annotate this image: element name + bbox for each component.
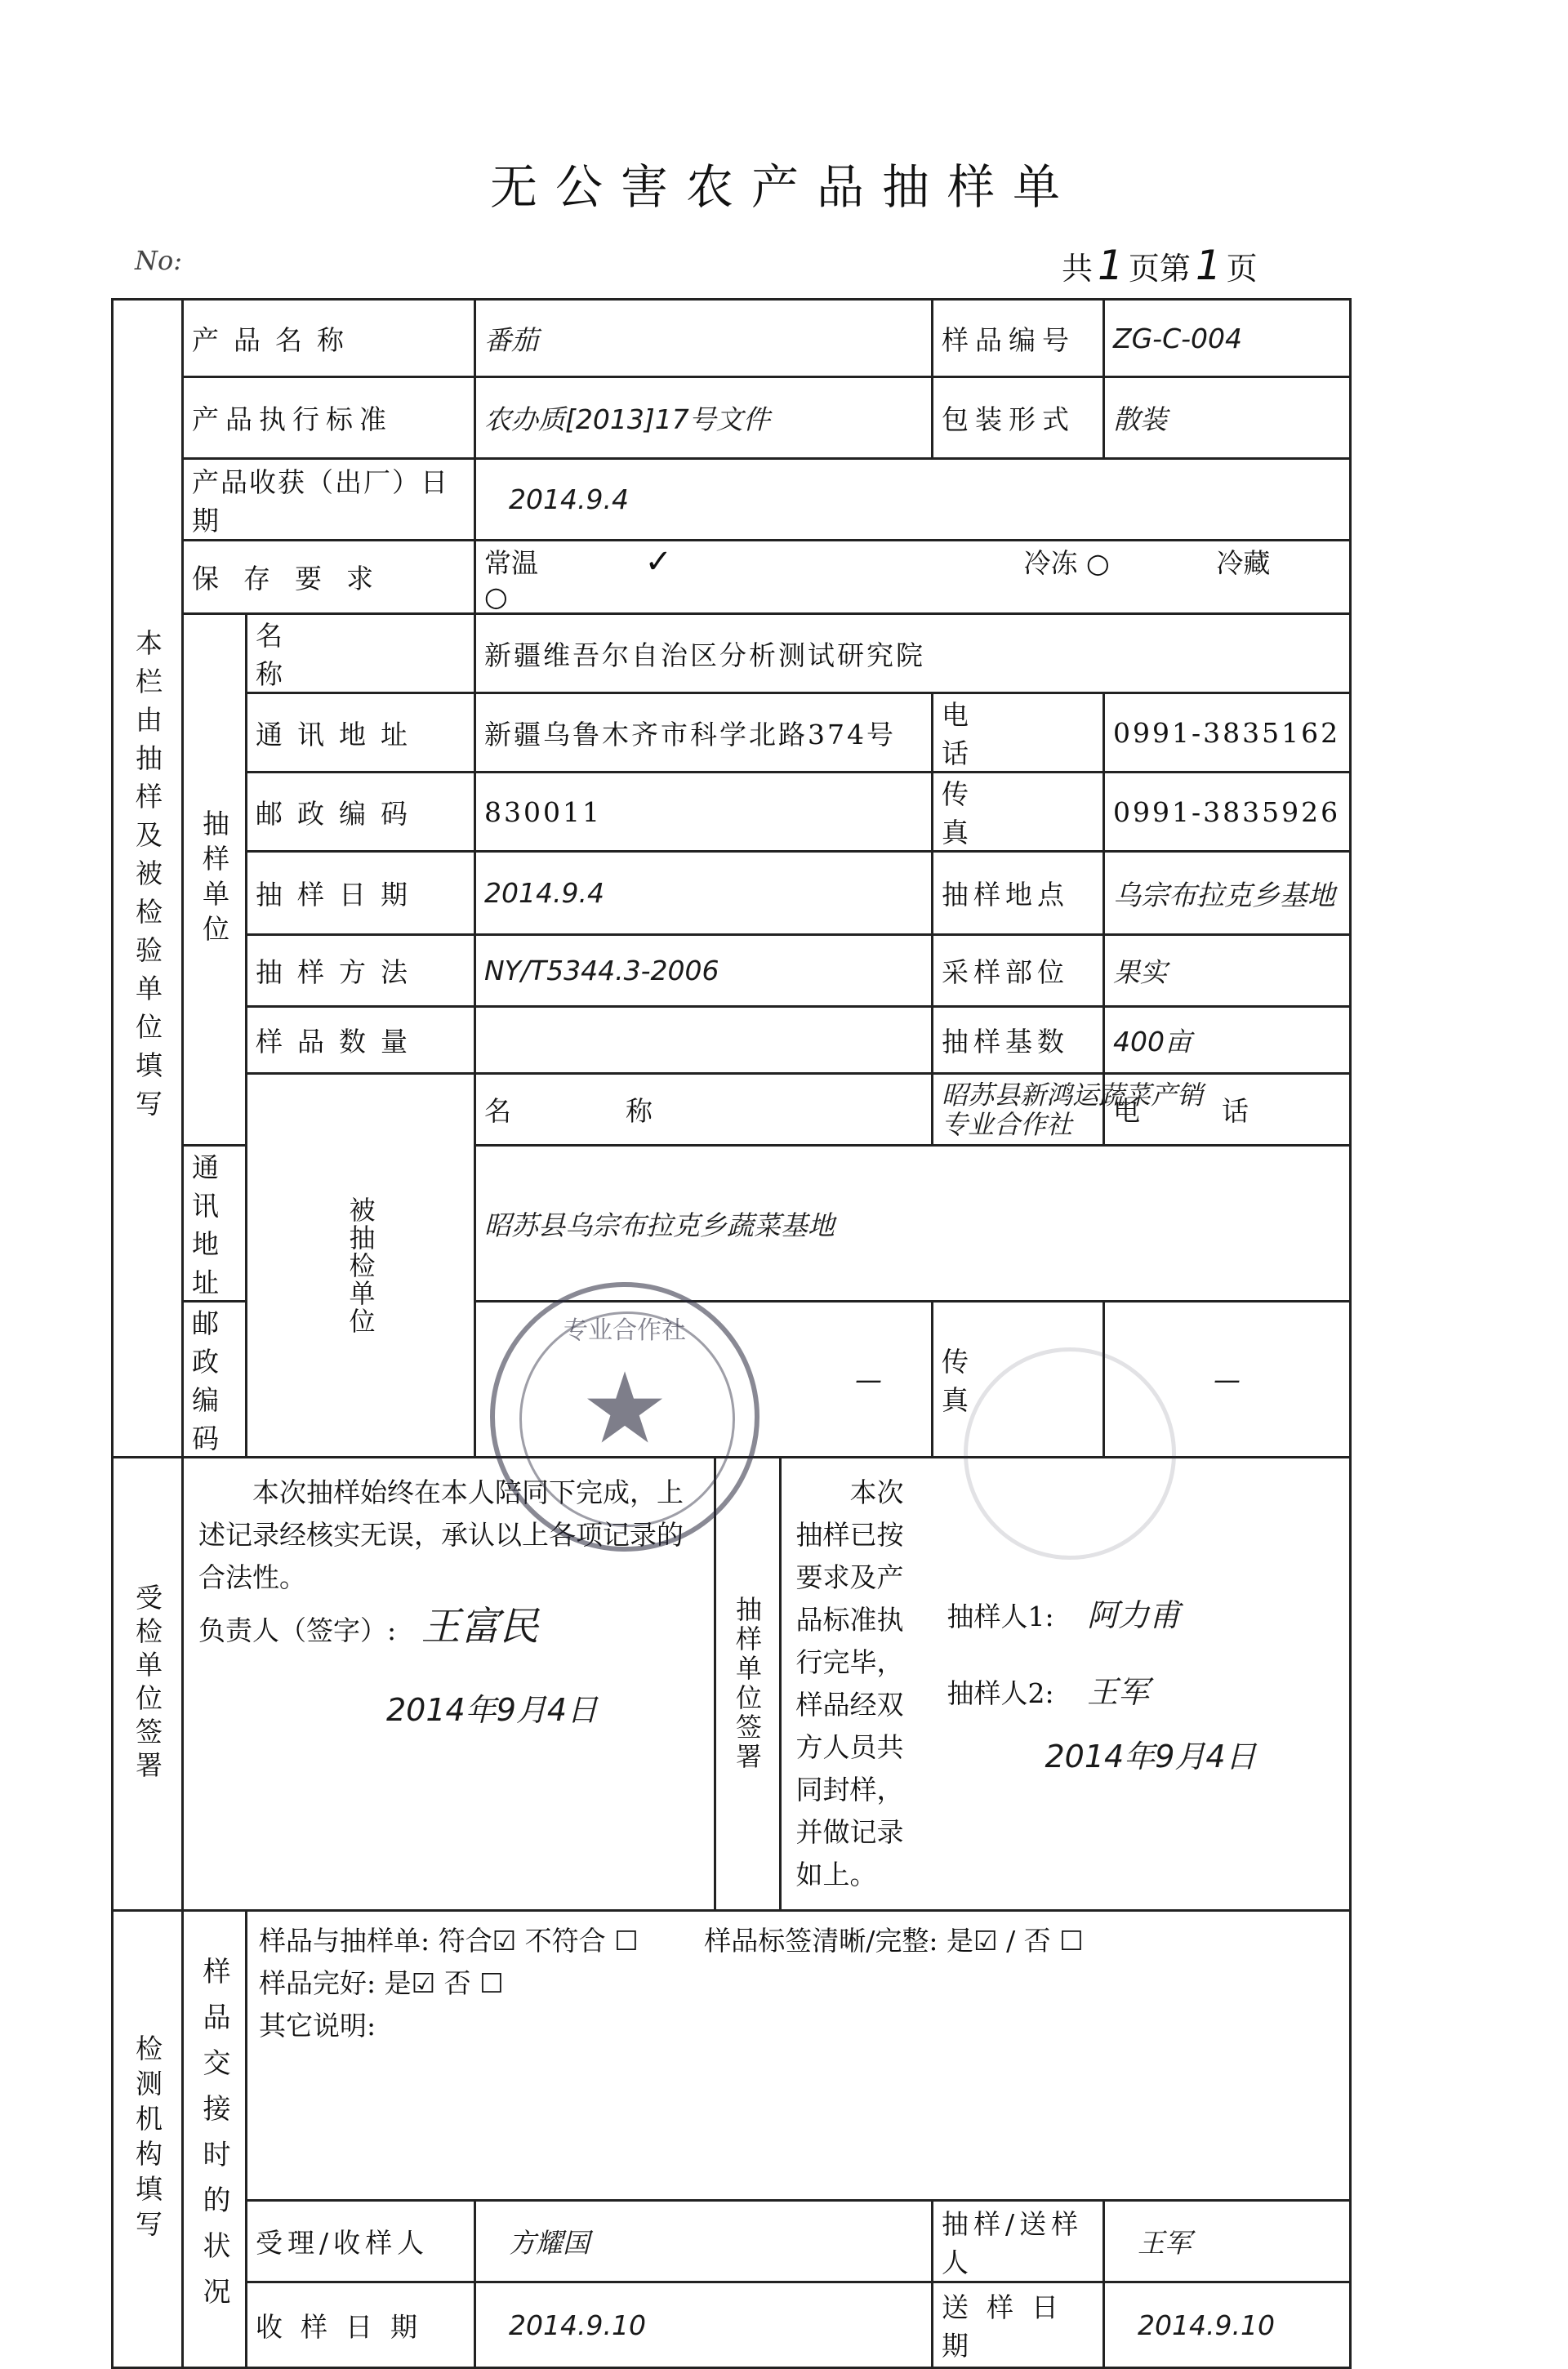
sampling-unit-side-label: 抽样单位	[183, 614, 247, 1146]
standard-value[interactable]: 农办质[2013]17号文件	[475, 377, 933, 459]
status-intact[interactable]: 样品完好: 是☑ 否 ☐	[259, 1967, 504, 1999]
sampling-name-label: 名称	[247, 614, 475, 693]
standard-label: 产品执行标准	[183, 377, 475, 459]
receiver-signature[interactable]: 方耀国	[475, 2201, 933, 2282]
inspected-name-value[interactable]	[933, 1074, 1204, 1146]
seal-text: 专业合作社	[564, 1316, 686, 1345]
sampling-postcode-value[interactable]: 830011	[475, 773, 933, 852]
sampler2-signature[interactable]: 王军	[1087, 1674, 1150, 1710]
receive-date-label: 收样日期	[247, 2282, 475, 2368]
inspected-name-line-2: 专业合作社	[942, 1108, 1073, 1140]
page-current: 1	[1195, 242, 1222, 289]
package-label: 包装形式	[933, 377, 1104, 459]
sampler-block	[780, 1458, 933, 1909]
sampling-fax-label: 传真	[933, 773, 1104, 852]
cooperative-seal	[490, 1282, 760, 1552]
sample-no-label: 样品编号	[933, 300, 1104, 377]
section-a-label: 本栏由抽样及被检验单位填写	[113, 300, 183, 1458]
page-prefix: 共	[1062, 251, 1094, 287]
sampling-part-label: 采样部位	[933, 935, 1104, 1007]
seal-star-icon: ★	[581, 1352, 669, 1466]
inspected-address-value[interactable]: 昭苏县乌宗布拉克乡蔬菜基地	[475, 1146, 1351, 1302]
responsible-signature[interactable]: 王富民	[421, 1604, 539, 1650]
storage-options	[475, 541, 1351, 614]
harvest-value[interactable]: 2014.9.4	[475, 459, 1351, 541]
product-name-label: 产品名称	[183, 300, 475, 377]
sampler1-line	[947, 1594, 1335, 1638]
lab-sub-label: 样品交接时的状况	[183, 1911, 247, 2368]
sample-quantity-label: 样品数量	[247, 1007, 475, 1074]
inspected-postcode-label: 邮政编码	[183, 1302, 247, 1458]
inspected-unit-side-label: 被抽检单位	[247, 1074, 475, 1458]
responsible-statement: 本次抽样始终在本人陪同下完成，上述记录经核实无误，承认以上各项记录的合法性。	[198, 1476, 684, 1593]
sample-status-block	[247, 1911, 1351, 2201]
send-date-value[interactable]: 2014.9.10	[1104, 2282, 1351, 2368]
receiver-label: 受理/收样人	[247, 2201, 475, 2282]
faint-seal	[964, 1347, 1176, 1560]
inspected-name-line-1: 昭苏县新鸿运蔬菜产销	[942, 1079, 1204, 1111]
signature-side-label: 受检单位签署	[113, 1458, 183, 1911]
storage-chilled[interactable]: 冷藏 ○	[484, 546, 1271, 612]
sampler2-label: 抽样人2:	[947, 1677, 1054, 1709]
sampling-date-value[interactable]: 2014.9.4	[475, 852, 933, 935]
inspected-phone-label: 电话	[1104, 1074, 1351, 1146]
inspected-address-label: 通讯地址	[183, 1146, 247, 1302]
sampling-fax-value[interactable]: 0991-3835926	[1104, 773, 1351, 852]
page-middle: 页第	[1128, 251, 1191, 287]
send-date-label: 送样日期	[933, 2282, 1104, 2368]
sender-signature[interactable]: 王军	[1104, 2201, 1351, 2282]
sampling-name-value[interactable]: 新疆维吾尔自治区分析测试研究院	[475, 614, 1351, 693]
status-line-1	[259, 1920, 1338, 1962]
inspected-name-label: 名称	[475, 1074, 933, 1146]
sampling-method-value[interactable]: NY/T5344.3-2006	[475, 935, 933, 1007]
inspected-fax-value[interactable]: —	[1104, 1302, 1351, 1458]
sample-quantity-value[interactable]	[475, 1007, 933, 1074]
inspected-postcode-value[interactable]: —	[475, 1302, 933, 1458]
form-number-label: No:	[135, 245, 183, 276]
sampling-address-value[interactable]: 新疆乌鲁木齐市科学北路374号	[475, 693, 933, 773]
sampler2-line	[947, 1671, 1335, 1715]
sampling-base-label: 抽样基数	[933, 1007, 1104, 1074]
sampling-phone-value[interactable]: 0991-3835162	[1104, 693, 1351, 773]
check-mark-icon: ✓	[644, 542, 673, 581]
status-other[interactable]: 其它说明:	[259, 2010, 376, 2042]
sampling-address-label: 通讯地址	[247, 693, 475, 773]
package-value[interactable]: 散装	[1104, 377, 1351, 459]
sampling-method-label: 抽样方法	[247, 935, 475, 1007]
sampling-place-value[interactable]: 乌宗布拉克乡基地	[1104, 852, 1351, 935]
responsible-date[interactable]: 2014年9月4日	[386, 1692, 599, 1728]
harvest-label: 产品收获（出厂）日期	[183, 459, 475, 541]
page-total: 1	[1098, 242, 1124, 289]
lab-side-label: 检测机构填写	[113, 1911, 183, 2368]
inspected-fax-label: 传真	[933, 1302, 1104, 1458]
sender-label: 抽样/送样人	[933, 2201, 1104, 2282]
receive-date-value[interactable]: 2014.9.10	[475, 2282, 933, 2368]
sampling-base-value[interactable]: 400亩	[1104, 1007, 1351, 1074]
sampling-phone-label: 电话	[933, 693, 1104, 773]
form-title: 无公害农产品抽样单	[489, 159, 1078, 215]
sampler1-label: 抽样人1:	[947, 1601, 1054, 1632]
page-suffix: 页	[1226, 251, 1258, 287]
storage-frozen[interactable]: 冷冻 ○	[1023, 546, 1110, 579]
storage-room-temp[interactable]: 常温 ✓	[484, 542, 673, 581]
sampling-place-label: 抽样地点	[933, 852, 1104, 935]
sampling-part-value[interactable]: 果实	[1104, 935, 1351, 1007]
responsible-label: 负责人（签字）:	[198, 1614, 397, 1646]
product-name-value[interactable]: 番茄	[475, 300, 933, 377]
responsible-line	[198, 1605, 699, 1652]
sample-no-value[interactable]: ZG-C-004	[1104, 300, 1351, 377]
sampler1-signature[interactable]: 阿力甫	[1087, 1597, 1181, 1633]
status-label-clear[interactable]: 样品标签清晰/完整: 是☑ / 否 ☐	[704, 1925, 1084, 1957]
sampling-date-label: 抽样日期	[247, 852, 475, 935]
sampler-statement: 本次抽样已按要求及产品标准执行完毕，样品经双方人员共同封样，并做记录如上。	[795, 1476, 904, 1890]
storage-label: 保存要求	[183, 541, 475, 614]
sampling-postcode-label: 邮政编码	[247, 773, 475, 852]
sampling-unit-sign-label: 抽样单位签署	[715, 1458, 780, 1909]
page-info	[1062, 242, 1258, 289]
sampler-date[interactable]: 2014年9月4日	[1045, 1739, 1257, 1775]
status-conform[interactable]: 样品与抽样单: 符合☑ 不符合 ☐	[259, 1925, 639, 1957]
